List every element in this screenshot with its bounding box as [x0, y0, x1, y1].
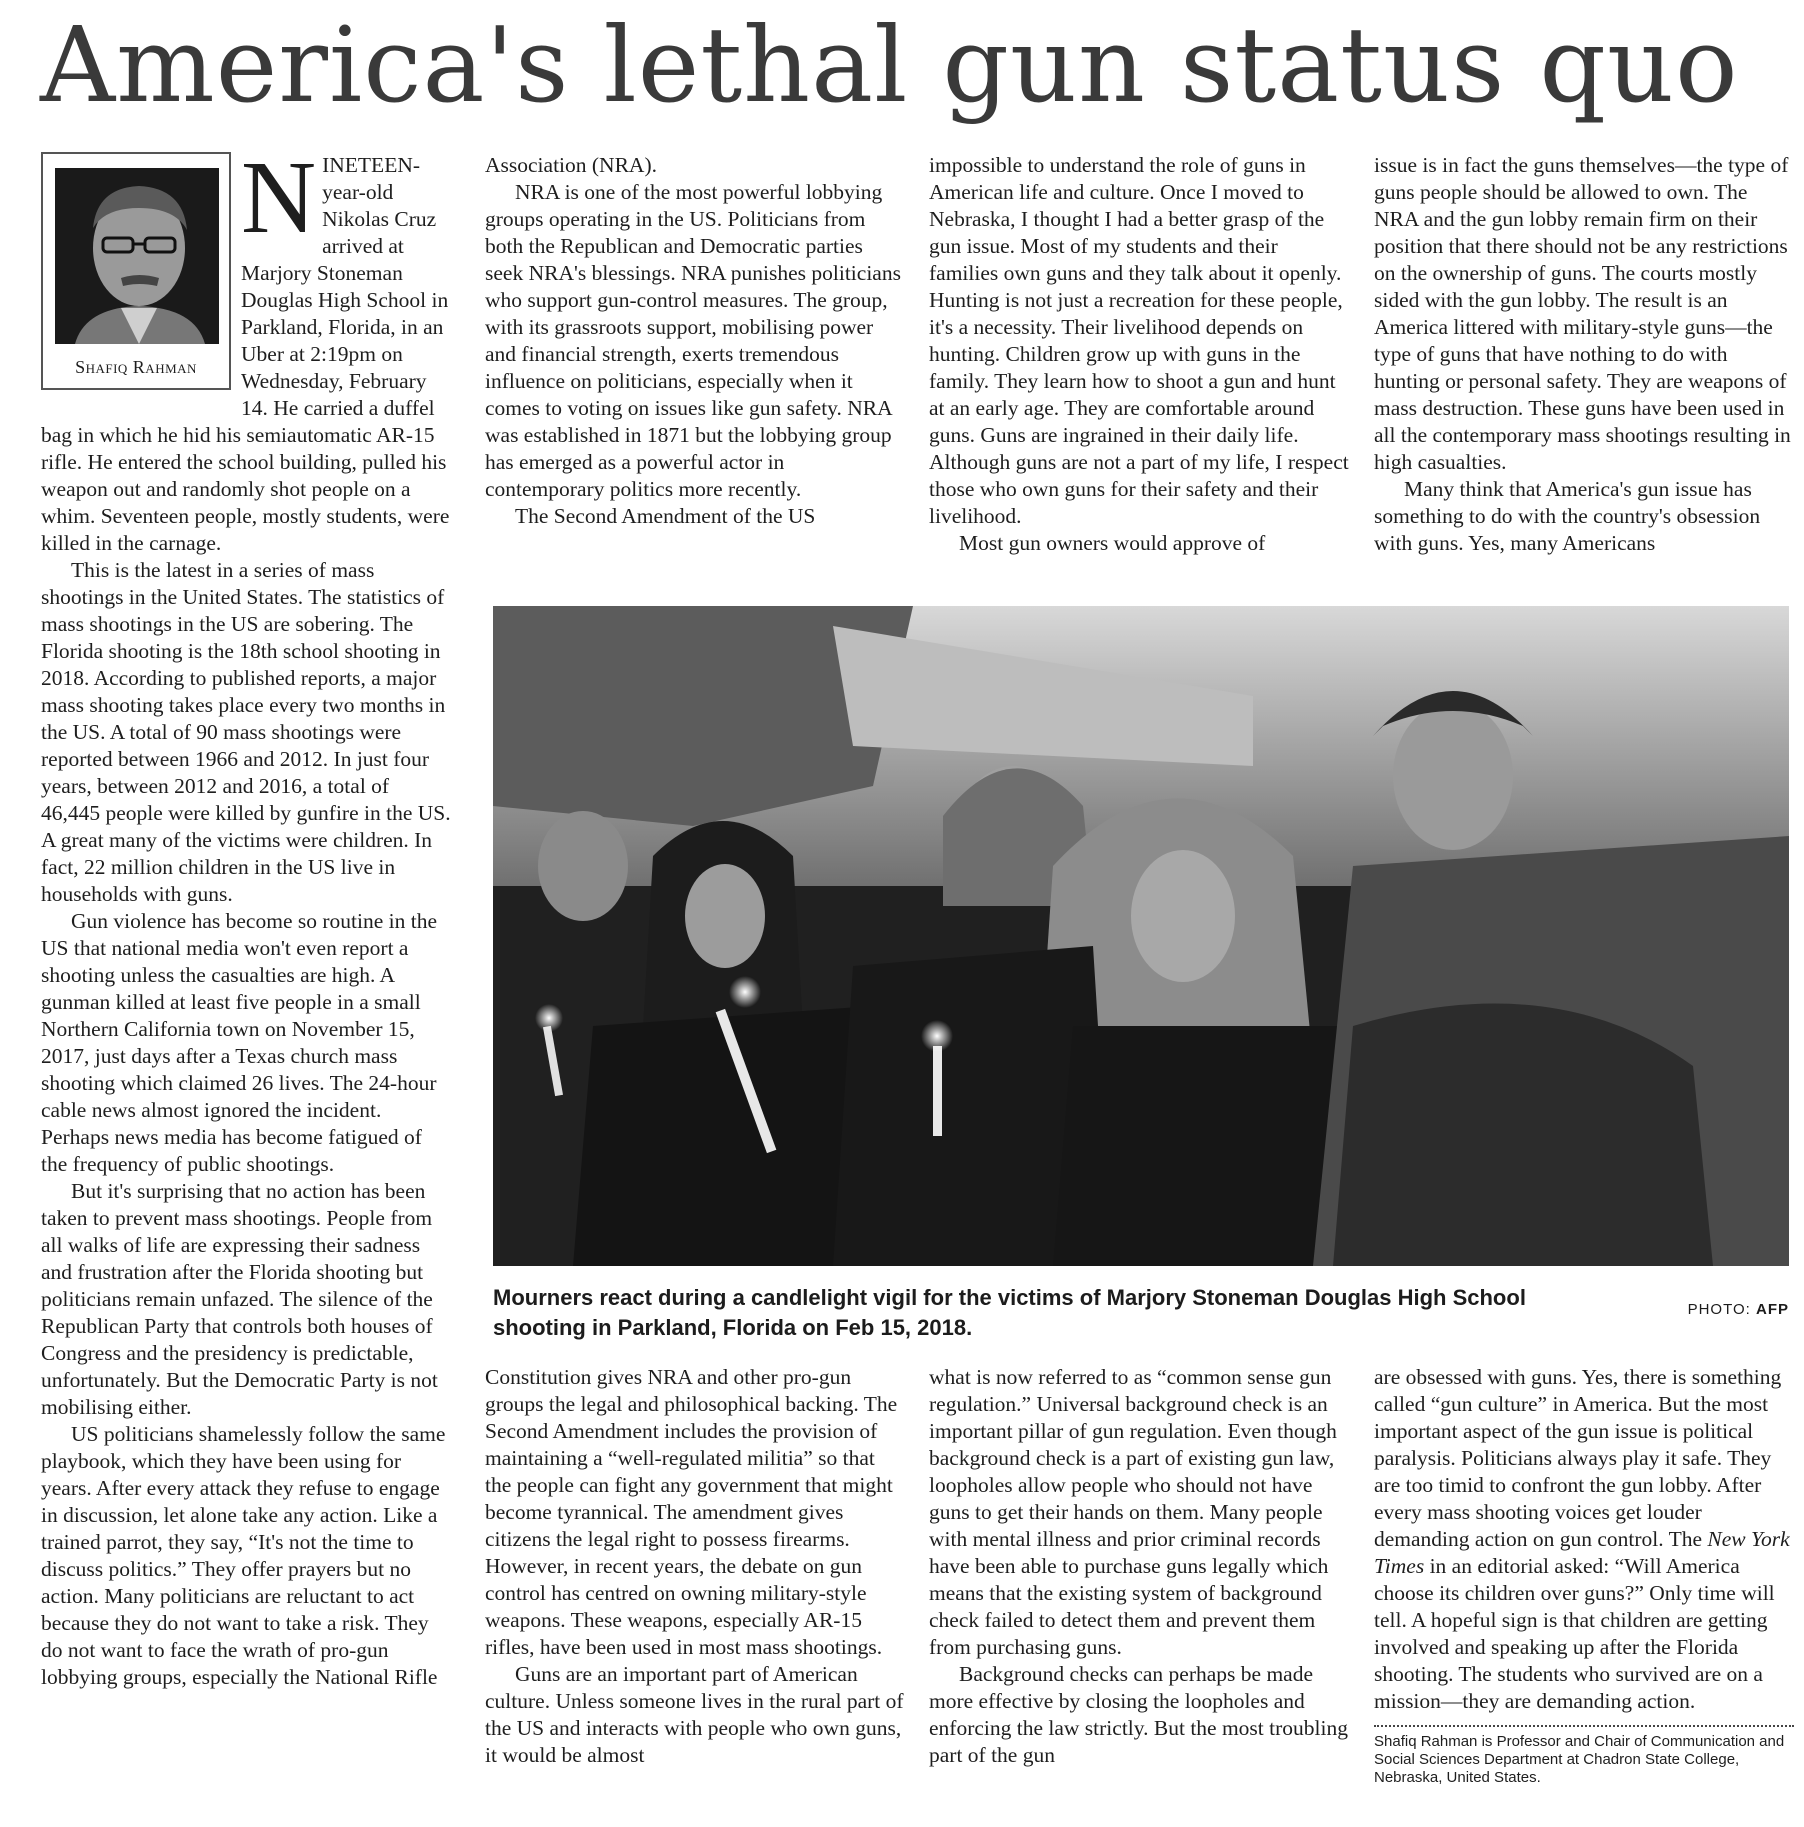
bio-divider [1374, 1725, 1794, 1727]
news-photo [493, 606, 1789, 1266]
article-column-2-bottom [485, 1364, 905, 1769]
paragraph: Constitution gives NRA and other pro-gun groups the legal and philosophical backing. The Second Amendment includes the provision of maintaining a “well-regulated militia” so that the people can fight any government that might become tyrannical. The amendment gives citizens the legal right to possess firearms. However, in recent years, the debate on gun control has centred on owning military-style weapons. These weapons, especially AR-15 rifles, have been used in most mass shootings. [485, 1365, 898, 1659]
author-photo [55, 168, 219, 344]
article-column-4-bottom [1374, 1364, 1794, 1787]
drop-cap: N [241, 140, 317, 255]
lead-text: INETEEN-year-old Nikolas Cruz arrived at Marjory Stoneman Douglas High School in Parkland, Florida, in an Uber at 2:19pm on Wednesday, February 14. He carried a duffel bag in which he hid his semiautomatic AR-15 rifle. He entered the school building, pulled his weapon out and randomly shot people on a whim. Seventeen people, mostly students, were killed in the carnage. [41, 153, 450, 555]
paragraph: Gun violence has become so routine in the US that national media won't even report a shooting unless the casualties are high. A gunman killed at least five people in a small Northern California town on November 15, 2017, just days after a Texas church mass shooting which claimed 26 lives. The 24-hour cable news almost ignored the incident. Perhaps news media has become fatigued of the frequency of public shootings. [41, 909, 437, 1176]
article-column-4-top [1374, 152, 1794, 557]
photo-credit-label: PHOTO: [1687, 1301, 1751, 1318]
author-bio: Shafiq Rahman is Professor and Chair of Communication and Social Sciences Department at Chadron State College, Nebraska, United States. [1374, 1733, 1785, 1786]
paragraph: Most gun owners would approve of [959, 531, 1266, 555]
paragraph: But it's surprising that no action has been taken to prevent mass shootings. People from all walks of life are expressing their sadness and frustration after the Florida shooting but politicians remain unfazed. The silence of the Republican Party that controls both houses of Congress and the presidency is predictable, unfortunately. But the Democratic Party is not mobilising either. [41, 1179, 438, 1419]
article-column-2-top [485, 152, 905, 530]
paragraph-text: are obsessed with guns. Yes, there is something called “gun culture” in America. But the most important aspect of the gun issue is political paralysis. Politicians always play it safe. They are too timid to confront the gun lobby. After every mass shooting voices get louder demanding action on gun control. The [1374, 1365, 1782, 1551]
paragraph: Guns are an important part of American culture. Unless someone lives in the rural part of the US and interacts with people who own guns, it would be almost [485, 1662, 904, 1767]
paragraph: Background checks can perhaps be made more effective by closing the loopholes and enforcing the law strictly. But the most troubling part of the gun [929, 1662, 1348, 1767]
author-name: Shafiq Rahman [75, 357, 197, 377]
photo-credit-source: AFP [1756, 1301, 1789, 1318]
paragraph [1374, 1364, 1794, 1715]
paragraph: issue is in fact the guns themselves—the type of guns people should be allowed to own. The NRA and the gun lobby remain firm on their position that there should not be any restrictions on the ownership of guns. The courts mostly sided with the gun lobby. The result is an America littered with military-style guns—the type of guns that have nothing to do with hunting or personal safety. They are weapons of mass destruction. These guns have been used in all the contemporary mass shootings resulting in high casualties. [1374, 153, 1791, 474]
paragraph: what is now referred to as “common sense gun regulation.” Universal background check is an important pillar of gun regulation. Even though background check is a part of existing gun law, loopholes allow people who should not have guns to get their hands on them. Many people with mental illness and prior criminal records have been able to purchase guns legally which means that the existing system of background check failed to detect them and prevent them from purchasing guns. [929, 1365, 1337, 1659]
paragraph: The Second Amendment of the US [515, 504, 816, 528]
paragraph: impossible to understand the role of guns in American life and culture. Once I moved to Nebraska, I thought I had a better grasp of the gun issue. Most of my students and their families own guns and they talk about it openly. Hunting is not just a recreation for these people, it's a necessity. Their livelihood depends on hunting. Children grow up with guns in the family. They learn how to shoot a gun and hunt at an early age. They are comfortable around guns. Guns are ingrained in their daily life. Although guns are not a part of my life, I respect those who own guns for their safety and their livelihood. [929, 153, 1349, 528]
paragraph: Many think that America's gun issue has something to do with the country's obsession with guns. Yes, many Americans [1374, 477, 1761, 555]
headline: America's lethal gun status quo [40, 4, 1739, 126]
article-column-3-top [929, 152, 1349, 557]
paragraph: This is the latest in a series of mass shootings in the United States. The statistics of mass shootings in the US are sobering. The Florida shooting is the 18th school shooting in 2018. According to published reports, a major mass shooting takes place every two months in the US. A total of 90 mass shootings were reported between 1966 and 2012. In just four years, between 2012 and 2016, a total of 46,445 people were killed by gunfire in the US. A great many of the victims were children. In fact, 22 million children in the US live in households with guns. [41, 558, 451, 906]
author-portrait-image [55, 168, 219, 344]
photo-credit [1688, 1301, 1789, 1318]
paragraph: US politicians shamelessly follow the same playbook, which they have been using for years. After every attack they refuse to engage in discussion, let alone take any action. Like a trained parrot, they say, “It's not the time to discuss politics.” They offer prayers but no action. Many politicians are reluctant to act because they do not want to take a risk. They do not want to face the wrath of pro-gun lobbying groups, especially the National Rifle [41, 1422, 446, 1689]
photo-caption: Mourners react during a candlelight vigil for the victims of Marjory Stoneman Douglas High School shooting in Parkland, Florida on Feb 15, 2018. [493, 1285, 1526, 1340]
paragraph: Association (NRA). [485, 153, 657, 177]
vigil-photo-image [493, 606, 1789, 1266]
newspaper-title: New York Times [1374, 1527, 1790, 1578]
author-box [41, 152, 231, 390]
article-column-1 [41, 140, 451, 1691]
paragraph-text: in an editorial asked: “Will America choose its children over guns?” Only time will tell. A hopeful sign is that children are getting involved and speaking up after the Florida shooting. The students who survived are on a mission—they are demanding action. [1374, 1554, 1775, 1713]
article-column-3-bottom [929, 1364, 1349, 1769]
paragraph: NRA is one of the most powerful lobbying groups operating in the US. Politicians from both the Republican and Democratic parties seek NRA's blessings. NRA punishes politicians who support gun-control measures. The group, with its grassroots support, mobilising power and financial strength, exerts tremendous influence on politicians, especially when it comes to voting on issues like gun safety. NRA was established in 1871 but the lobbying group has emerged as a powerful actor in contemporary politics more recently. [485, 180, 901, 501]
